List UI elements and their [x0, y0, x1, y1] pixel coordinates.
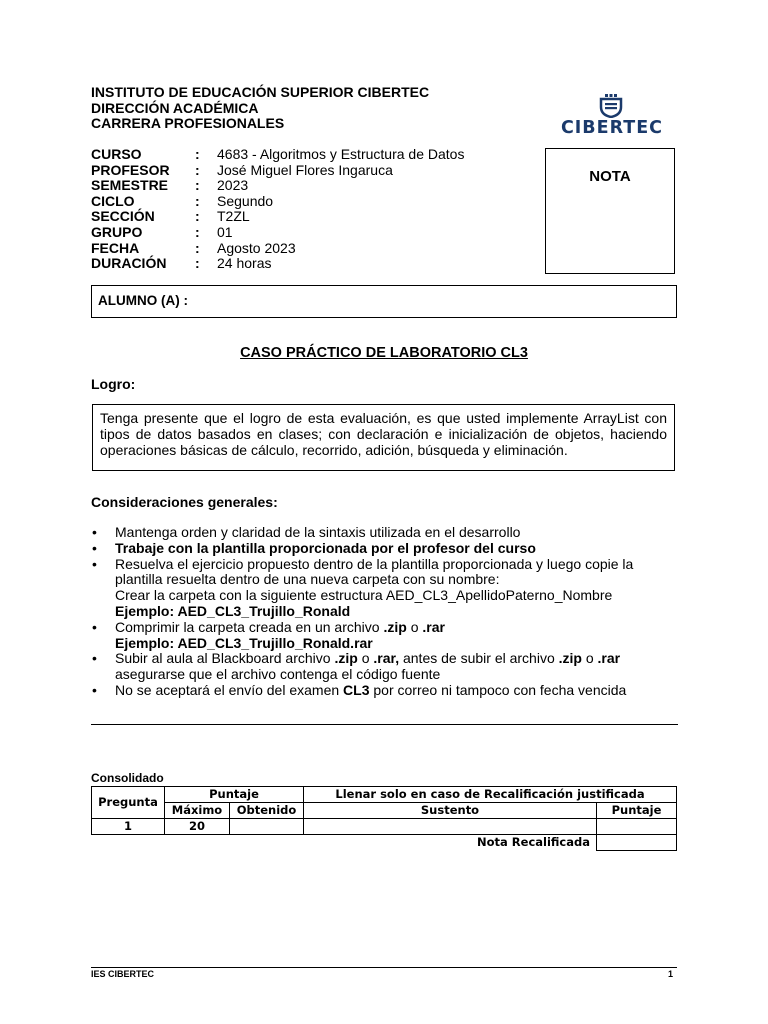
- info-colon: :: [195, 208, 200, 225]
- text-fragment: por correo ni tampoco con fecha vencida: [369, 681, 627, 698]
- info-colon: :: [195, 146, 200, 162]
- institution-name: INSTITUTO DE EDUCACIÓN SUPERIOR CIBERTEC: [91, 84, 430, 100]
- header-puntaje-recal: Puntaje: [597, 803, 677, 819]
- alumno-field[interactable]: [91, 285, 677, 318]
- footer-institution: IES CIBERTEC: [91, 969, 155, 979]
- text-fragment: Subir al aula al Blackboard archivo: [115, 650, 335, 667]
- logo-text: CIBERTEC: [560, 118, 664, 138]
- logro-text: Tenga presente que el logro de esta evaluación, es que usted implemente ArrayList con tipos de datos basados en clases; con declaración e inicialización de objetos, haciendo operaciones básicas de cálculo, recorrido, adición, búsqueda y eliminación.: [100, 410, 667, 458]
- info-colon: :: [195, 161, 200, 178]
- bullet-icon: •: [92, 524, 97, 540]
- list-item-text: [115, 683, 681, 699]
- text-fragment: .rar: [597, 650, 621, 667]
- logro-box: [92, 404, 675, 471]
- info-row-seccion: [91, 209, 464, 225]
- cell-puntaje-recal[interactable]: [597, 819, 677, 835]
- info-colon: :: [195, 255, 200, 272]
- cell-nota-recalificada[interactable]: [597, 835, 677, 851]
- course-info: [91, 147, 464, 272]
- text-fragment: Comprimir la carpeta creada en un archivo: [115, 618, 384, 635]
- institution-header: [91, 85, 429, 132]
- text-fragment: o: [406, 618, 423, 635]
- info-label: CICLO: [91, 192, 135, 209]
- cibertec-logo: [560, 94, 664, 138]
- info-label: GRUPO: [91, 223, 143, 240]
- text-fragment: .zip: [383, 618, 407, 635]
- divider: [91, 724, 678, 725]
- bullet-icon: •: [92, 539, 97, 556]
- list-item: [91, 525, 681, 541]
- shield-icon: [596, 94, 626, 118]
- table-row: [92, 803, 677, 819]
- text-fragment: CL3: [343, 681, 370, 698]
- header-obtenido: Obtenido: [230, 803, 304, 819]
- nota-recalificada-label: Nota Recalificada: [477, 835, 590, 850]
- table-row: [92, 787, 677, 803]
- example-text: Ejemplo: AED_CL3_Trujillo_Ronald.rar: [115, 634, 373, 651]
- info-label: PROFESOR: [91, 161, 170, 178]
- info-row-grupo: [91, 225, 464, 241]
- info-value: 01: [217, 223, 233, 240]
- info-value: Agosto 2023: [217, 239, 296, 256]
- consolidado-label: Consolidado: [91, 771, 164, 785]
- list-item: [91, 683, 681, 699]
- page-title: CASO PRÁCTICO DE LABORATORIO CL3: [240, 345, 528, 361]
- info-row-profesor: [91, 163, 464, 179]
- info-row-fecha: [91, 241, 464, 257]
- alumno-label: ALUMNO (A) :: [98, 293, 188, 308]
- text-fragment: .zip: [558, 650, 582, 667]
- info-value: 2023: [217, 177, 249, 194]
- info-value: Segundo: [217, 192, 274, 209]
- list-item-text: Mantenga orden y claridad de la sintaxis utilizada en el desarrollo: [115, 524, 521, 540]
- considerations-list: [91, 525, 681, 699]
- info-value: 4683 - Algoritmos y Estructura de Datos: [217, 146, 465, 162]
- text-fragment: antes de subir el archivo: [399, 650, 559, 667]
- table-row: [92, 835, 677, 851]
- text-fragment: .rar: [422, 618, 445, 635]
- header-puntaje: Puntaje: [165, 787, 304, 803]
- list-item-line: Resuelva el ejercicio propuesto dentro de la plantilla proporcionada y luego copie la plantilla resuelta dentro de una nueva carpeta con su nombre:: [115, 555, 634, 588]
- info-colon: :: [195, 223, 200, 240]
- info-label: CURSO: [91, 146, 142, 162]
- list-item-text: [115, 651, 681, 683]
- nota-label: NOTA: [589, 168, 631, 185]
- header-sustento: Sustento: [304, 803, 597, 819]
- info-colon: :: [195, 239, 200, 256]
- list-item: [91, 541, 681, 557]
- info-label: SECCIÓN: [91, 208, 155, 225]
- bullet-icon: •: [92, 681, 97, 698]
- list-item-text: [115, 557, 681, 620]
- table-row: [92, 819, 677, 835]
- list-item: [91, 620, 681, 652]
- header-recalificacion: Llenar solo en caso de Recalificación justificada: [304, 787, 677, 803]
- logro-label: Logro:: [91, 376, 136, 392]
- bullet-icon: •: [92, 650, 97, 667]
- page-number: 1: [668, 969, 674, 979]
- info-value: T2ZL: [217, 208, 250, 225]
- consolidado-table: [91, 786, 677, 851]
- list-item-text: Trabaje con la plantilla proporcionada por el profesor del curso: [115, 539, 536, 556]
- info-row-curso: [91, 147, 464, 163]
- text-fragment: o: [581, 650, 598, 667]
- nota-box: [545, 148, 675, 274]
- info-label: FECHA: [91, 239, 140, 256]
- info-value: 24 horas: [217, 255, 272, 272]
- cell-obtenido[interactable]: [230, 819, 304, 835]
- info-row-semestre: [91, 178, 464, 194]
- header-pregunta: Pregunta: [92, 787, 165, 819]
- example-text: Ejemplo: AED_CL3_Trujillo_Ronald: [115, 602, 351, 619]
- info-label: SEMESTRE: [91, 177, 169, 194]
- footer-divider: [91, 967, 677, 968]
- info-colon: :: [195, 192, 200, 209]
- bullet-icon: •: [92, 618, 97, 635]
- cell-maximo: 20: [165, 819, 230, 835]
- header-maximo: Máximo: [165, 803, 230, 819]
- direction-name: DIRECCIÓN ACADÉMICA: [91, 99, 259, 116]
- list-item: [91, 557, 681, 620]
- bullet-icon: •: [92, 555, 97, 572]
- text-fragment: .zip: [334, 650, 358, 667]
- text-fragment: .rar,: [373, 650, 400, 667]
- list-item-line: Crear la carpeta con la siguiente estructura AED_CL3_ApellidoPaterno_Nombre: [115, 587, 613, 604]
- cell-pregunta: 1: [92, 819, 165, 835]
- cell-sustento[interactable]: [304, 819, 597, 835]
- info-colon: :: [195, 177, 200, 194]
- consideraciones-label: Consideraciones generales:: [91, 494, 278, 510]
- info-value: José Miguel Flores Ingaruca: [217, 161, 393, 178]
- info-label: DURACIÓN: [91, 255, 167, 272]
- list-item-text: [115, 620, 681, 652]
- list-item-line: asegurarse que el archivo contenga el código fuente: [115, 666, 441, 683]
- info-row-duracion: [91, 256, 464, 272]
- career-name: CARRERA PROFESIONALES: [91, 115, 285, 131]
- text-fragment: No se aceptará el envío del examen: [115, 681, 344, 698]
- list-item: [91, 651, 681, 683]
- text-fragment: o: [357, 650, 374, 667]
